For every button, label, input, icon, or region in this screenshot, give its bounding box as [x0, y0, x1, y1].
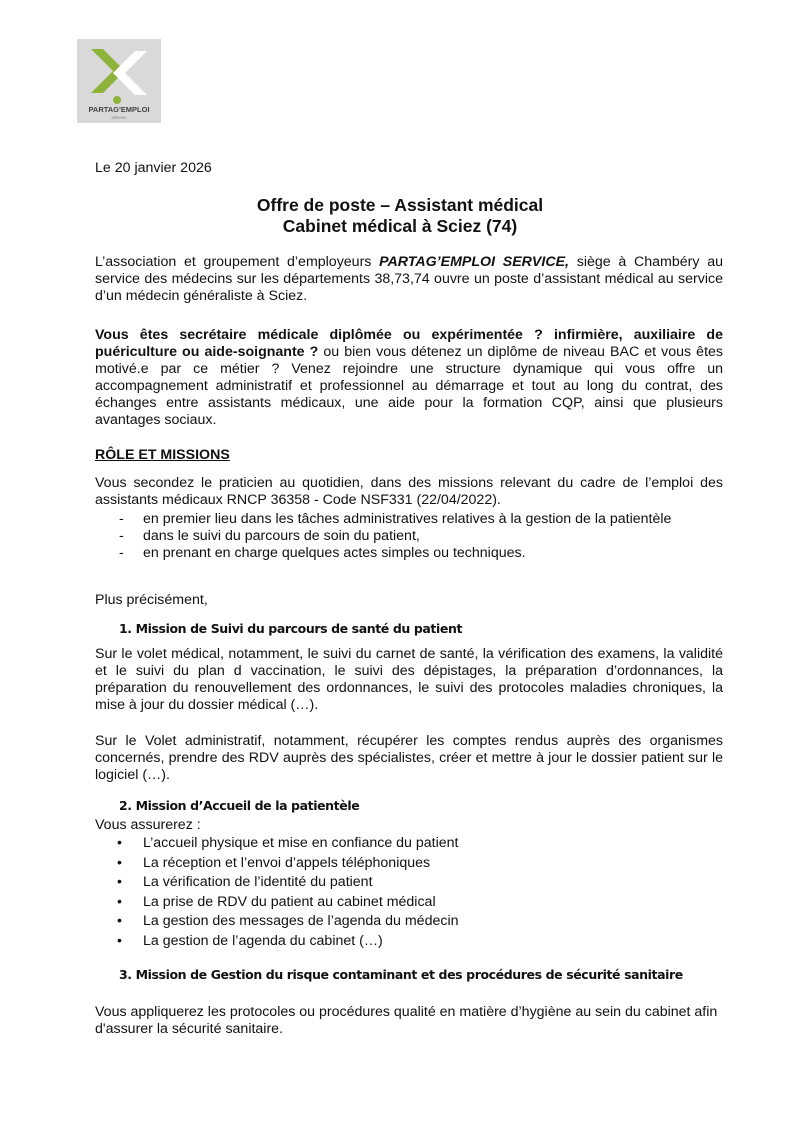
role-heading: RÔLE ET MISSIONS: [95, 447, 230, 463]
list-item: • La gestion des messages de l’agenda du médecin: [95, 912, 723, 932]
title-line-1: Offre de poste – Assistant médical: [256, 195, 544, 215]
pitch-text: ou bien vous détenez un diplôme de niveau BAC et vous êtes motivé.e par ce métier ? Venez rejoindre une structure dynamique qui vous offre un accompagnement administratif et professionnel au démarrage et tout au long du contrat, des échanges entre assistants médicaux, une aide pour la formation CQP, ainsi que plusieurs avantages sociaux.: [95, 344, 724, 428]
list-item: • La réception et l’envoi d’appels téléphoniques: [95, 854, 723, 874]
org-name: PARTAG’EMPLOI SERVICE,: [379, 254, 569, 270]
list-item: • La vérification de l’identité du patient: [95, 873, 723, 893]
intro-text: L’association et groupement d’employeurs: [95, 254, 380, 270]
mission-1-p2: Sur le Volet administratif, notamment, récupérer les comptes rendus auprès des organismes concernés, prendre des RDV auprès des spécialistes, créer et mettre à jour le dossier patient sur le logiciel (…).: [95, 733, 723, 783]
mission-1-p1: Sur le volet médical, notamment, le suivi du carnet de santé, la vérification des examens, la validité et le suivi du plan d vaccination, le suivi des dépistages, la préparation d’ordonnances, la préparation du renouvellement des ordonnances, le suivi des protocoles maladies chroniques, la mise à jour du dossier médical (…).: [95, 646, 723, 713]
title-line-2: Cabinet médical à Sciez (74): [282, 216, 518, 236]
svg-text:SERVICE: SERVICE: [111, 116, 127, 120]
logo-icon: [77, 39, 161, 123]
date: Le 20 janvier 2026: [95, 160, 212, 176]
mission-3-title: 3. Mission de Gestion du risque contaminant et des procédures de sécurité sanitaire: [119, 967, 683, 982]
partagemploi-logo: [77, 39, 161, 123]
mission-3-text: Vous appliquerez les protocoles ou procédures qualité en matière d’hygiène au sein du cabinet afin d'assurer la sécurité sanitaire.: [95, 1004, 718, 1037]
role-text: Vous secondez le praticien au quotidien, dans des missions relevant du cadre de l’emploi des assistants médicaux RNCP 36358 - Code NSF331 (22/04/2022).: [95, 475, 723, 508]
pitch-bold: Vous êtes secrétaire médicale diplômée ou expérimentée ? infirmière, auxiliaire de puériculture ou aide-soignante ?: [95, 327, 723, 360]
list-item: - dans le suivi du parcours de soin du patient,: [95, 528, 723, 545]
list-item: • La prise de RDV du patient au cabinet médical: [95, 893, 723, 913]
pitch-paragraph: [95, 327, 723, 429]
precisely-text: Plus précisément,: [95, 592, 208, 608]
mission-2-title: 2. Mission d’Accueil de la patientèle: [119, 798, 360, 813]
svg-text:PARTAG'EMPLOI: PARTAG'EMPLOI: [88, 105, 150, 114]
intro-text-end: siège à Chambéry au service des médecins sur les départements 38,73,74 ouvre un poste d’assistant médical au service d’un médecin généraliste à Sciez.: [95, 254, 723, 304]
mission-1-title: 1. Mission de Suivi du parcours de santé du patient: [119, 621, 463, 636]
list-item: • L’accueil physique et mise en confiance du patient: [95, 834, 723, 854]
mission-2-list: [95, 834, 723, 952]
list-item: - en prenant en charge quelques actes simples ou techniques.: [95, 545, 723, 562]
list-item: - en premier lieu dans les tâches administratives relatives à la gestion de la patientèle: [95, 511, 723, 528]
mission-2-intro: Vous assurerez :: [95, 817, 201, 833]
intro-paragraph: [95, 254, 723, 305]
list-item: • La gestion de l’agenda du cabinet (…): [95, 932, 723, 952]
role-list: [95, 511, 723, 562]
